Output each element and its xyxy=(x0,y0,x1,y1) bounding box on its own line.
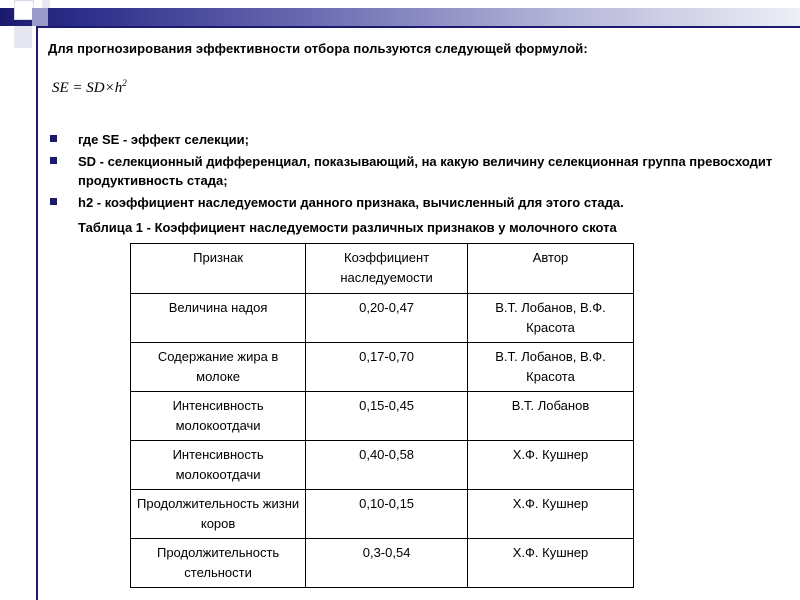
formula-h: h xyxy=(114,80,123,96)
header-coefficient: Коэффициент наследуемости xyxy=(306,244,468,294)
cell-trait: Продолжительность жизни коров xyxy=(131,490,306,539)
bullet-square-icon xyxy=(50,135,57,142)
top-decor-bar xyxy=(0,8,800,26)
decor-horizontal-line xyxy=(36,26,800,28)
table-row xyxy=(131,539,634,588)
header-trait: Признак xyxy=(131,244,306,294)
decor-square xyxy=(14,0,34,20)
formula-sd: SD xyxy=(86,80,105,96)
formula xyxy=(52,78,127,97)
table-row xyxy=(131,294,634,343)
list-item xyxy=(48,152,788,190)
cell-coefficient: 0,20-0,47 xyxy=(306,294,468,343)
heritability-table xyxy=(130,243,634,588)
bullet-text: h2 - коэффициент наследуемости данного признака, вычисленный для этого стада. xyxy=(78,195,624,210)
table-row xyxy=(131,343,634,392)
cell-coefficient: 0,3-0,54 xyxy=(306,539,468,588)
cell-trait: Величина надоя xyxy=(131,294,306,343)
cell-author: В.Т. Лобанов, В.Ф. Красота xyxy=(468,294,634,343)
bullet-list xyxy=(48,130,788,215)
decor-vertical-line xyxy=(36,26,38,600)
cell-coefficient: 0,40-0,58 xyxy=(306,441,468,490)
cell-author: В.Т. Лобанов xyxy=(468,392,634,441)
bullet-text: где SE - эффект селекции; xyxy=(78,132,249,147)
cell-author: Х.Ф. Кушнер xyxy=(468,490,634,539)
cell-coefficient: 0,17-0,70 xyxy=(306,343,468,392)
cell-coefficient: 0,15-0,45 xyxy=(306,392,468,441)
header-author: Автор xyxy=(468,244,634,294)
table-row xyxy=(131,490,634,539)
table-row xyxy=(131,392,634,441)
cell-trait: Интенсивность молокоотдачи xyxy=(131,392,306,441)
cell-author: В.Т. Лобанов, В.Ф. Красота xyxy=(468,343,634,392)
formula-se: SE xyxy=(52,80,69,96)
bullet-text: SD - селекционный дифференциал, показывающий, на какую величину селекционная группа превосходит продуктивность стада; xyxy=(78,154,773,188)
decor-square xyxy=(14,26,32,48)
cell-author: Х.Ф. Кушнер xyxy=(468,539,634,588)
bullet-square-icon xyxy=(50,157,57,164)
decor-square xyxy=(32,8,48,26)
formula-equals: = xyxy=(68,80,87,96)
formula-times: × xyxy=(104,80,115,96)
cell-trait: Содержание жира в молоке xyxy=(131,343,306,392)
cell-trait: Продолжительность стельности xyxy=(131,539,306,588)
table-caption: Таблица 1 - Коэффициент наследуемости различных признаков у молочного скота xyxy=(78,220,617,235)
list-item xyxy=(48,130,788,149)
table-header-row xyxy=(131,244,634,294)
cell-trait: Интенсивность молокоотдачи xyxy=(131,441,306,490)
table-row xyxy=(131,441,634,490)
slide-heading: Для прогнозирования эффективности отбора пользуются следующей формулой: xyxy=(48,41,588,56)
cell-coefficient: 0,10-0,15 xyxy=(306,490,468,539)
cell-author: Х.Ф. Кушнер xyxy=(468,441,634,490)
formula-power: 2 xyxy=(122,78,127,88)
list-item xyxy=(48,193,788,212)
decor-square xyxy=(42,0,50,8)
bullet-square-icon xyxy=(50,198,57,205)
